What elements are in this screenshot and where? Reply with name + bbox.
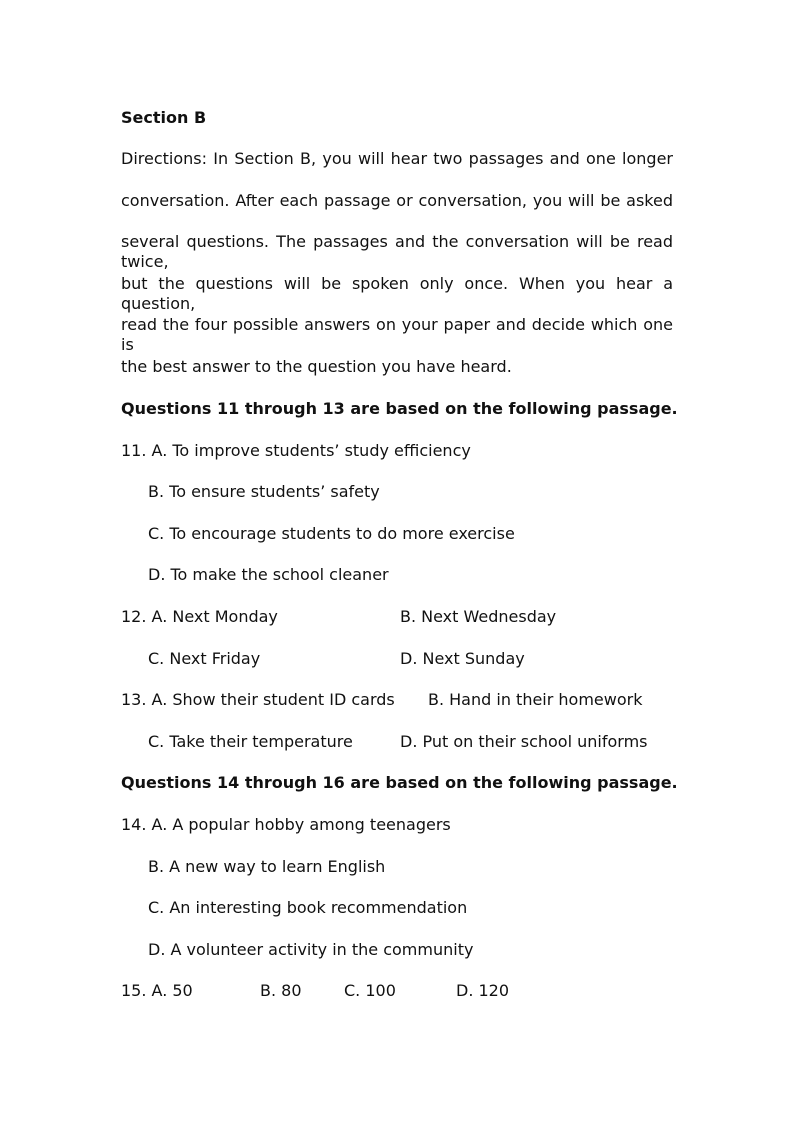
directions-line-4: but the questions will be spoken only once. When you hear a question, [121, 274, 673, 313]
directions-line-6: the best answer to the question you have heard. [121, 357, 512, 376]
q12-option-a: 12. A. Next Monday [121, 607, 278, 626]
group1-heading: Questions 11 through 13 are based on the following passage. [121, 399, 678, 418]
q15-option-a: 15. A. 50 [121, 981, 193, 1000]
q14-option-b: B. A new way to learn English [148, 857, 386, 876]
q13-option-b: B. Hand in their homework [428, 690, 643, 709]
q12-option-b: B. Next Wednesday [400, 607, 557, 626]
q13-option-a: 13. A. Show their student ID cards [121, 690, 395, 709]
q11-option-d: D. To make the school cleaner [148, 565, 389, 584]
directions-line-5: read the four possible answers on your paper and decide which one is [121, 315, 673, 354]
q11-option-a: 11. A. To improve students’ study efficiency [121, 441, 471, 460]
q13-option-c: C. Take their temperature [148, 732, 353, 751]
q14-option-c: C. An interesting book recommendation [148, 898, 468, 917]
group2-heading: Questions 14 through 16 are based on the following passage. [121, 773, 678, 792]
q14-option-d: D. A volunteer activity in the community [148, 940, 474, 959]
q15-option-c: C. 100 [344, 981, 396, 1000]
q14-option-a: 14. A. A popular hobby among teenagers [121, 815, 451, 834]
q15-option-b: B. 80 [260, 981, 302, 1000]
directions-line-3: several questions. The passages and the conversation will be read twice, [121, 232, 673, 271]
q13-option-d: D. Put on their school uniforms [400, 732, 648, 751]
directions-line-1: Directions: In Section B, you will hear two passages and one longer [121, 149, 673, 168]
q12-option-d: D. Next Sunday [400, 649, 525, 668]
q12-option-c: C. Next Friday [148, 649, 261, 668]
q11-option-c: C. To encourage students to do more exercise [148, 524, 515, 543]
q11-option-b: B. To ensure students’ safety [148, 482, 380, 501]
directions-line-2: conversation. After each passage or conversation, you will be asked [121, 191, 673, 210]
section-title: Section B [121, 108, 207, 127]
q15-option-d: D. 120 [456, 981, 510, 1000]
